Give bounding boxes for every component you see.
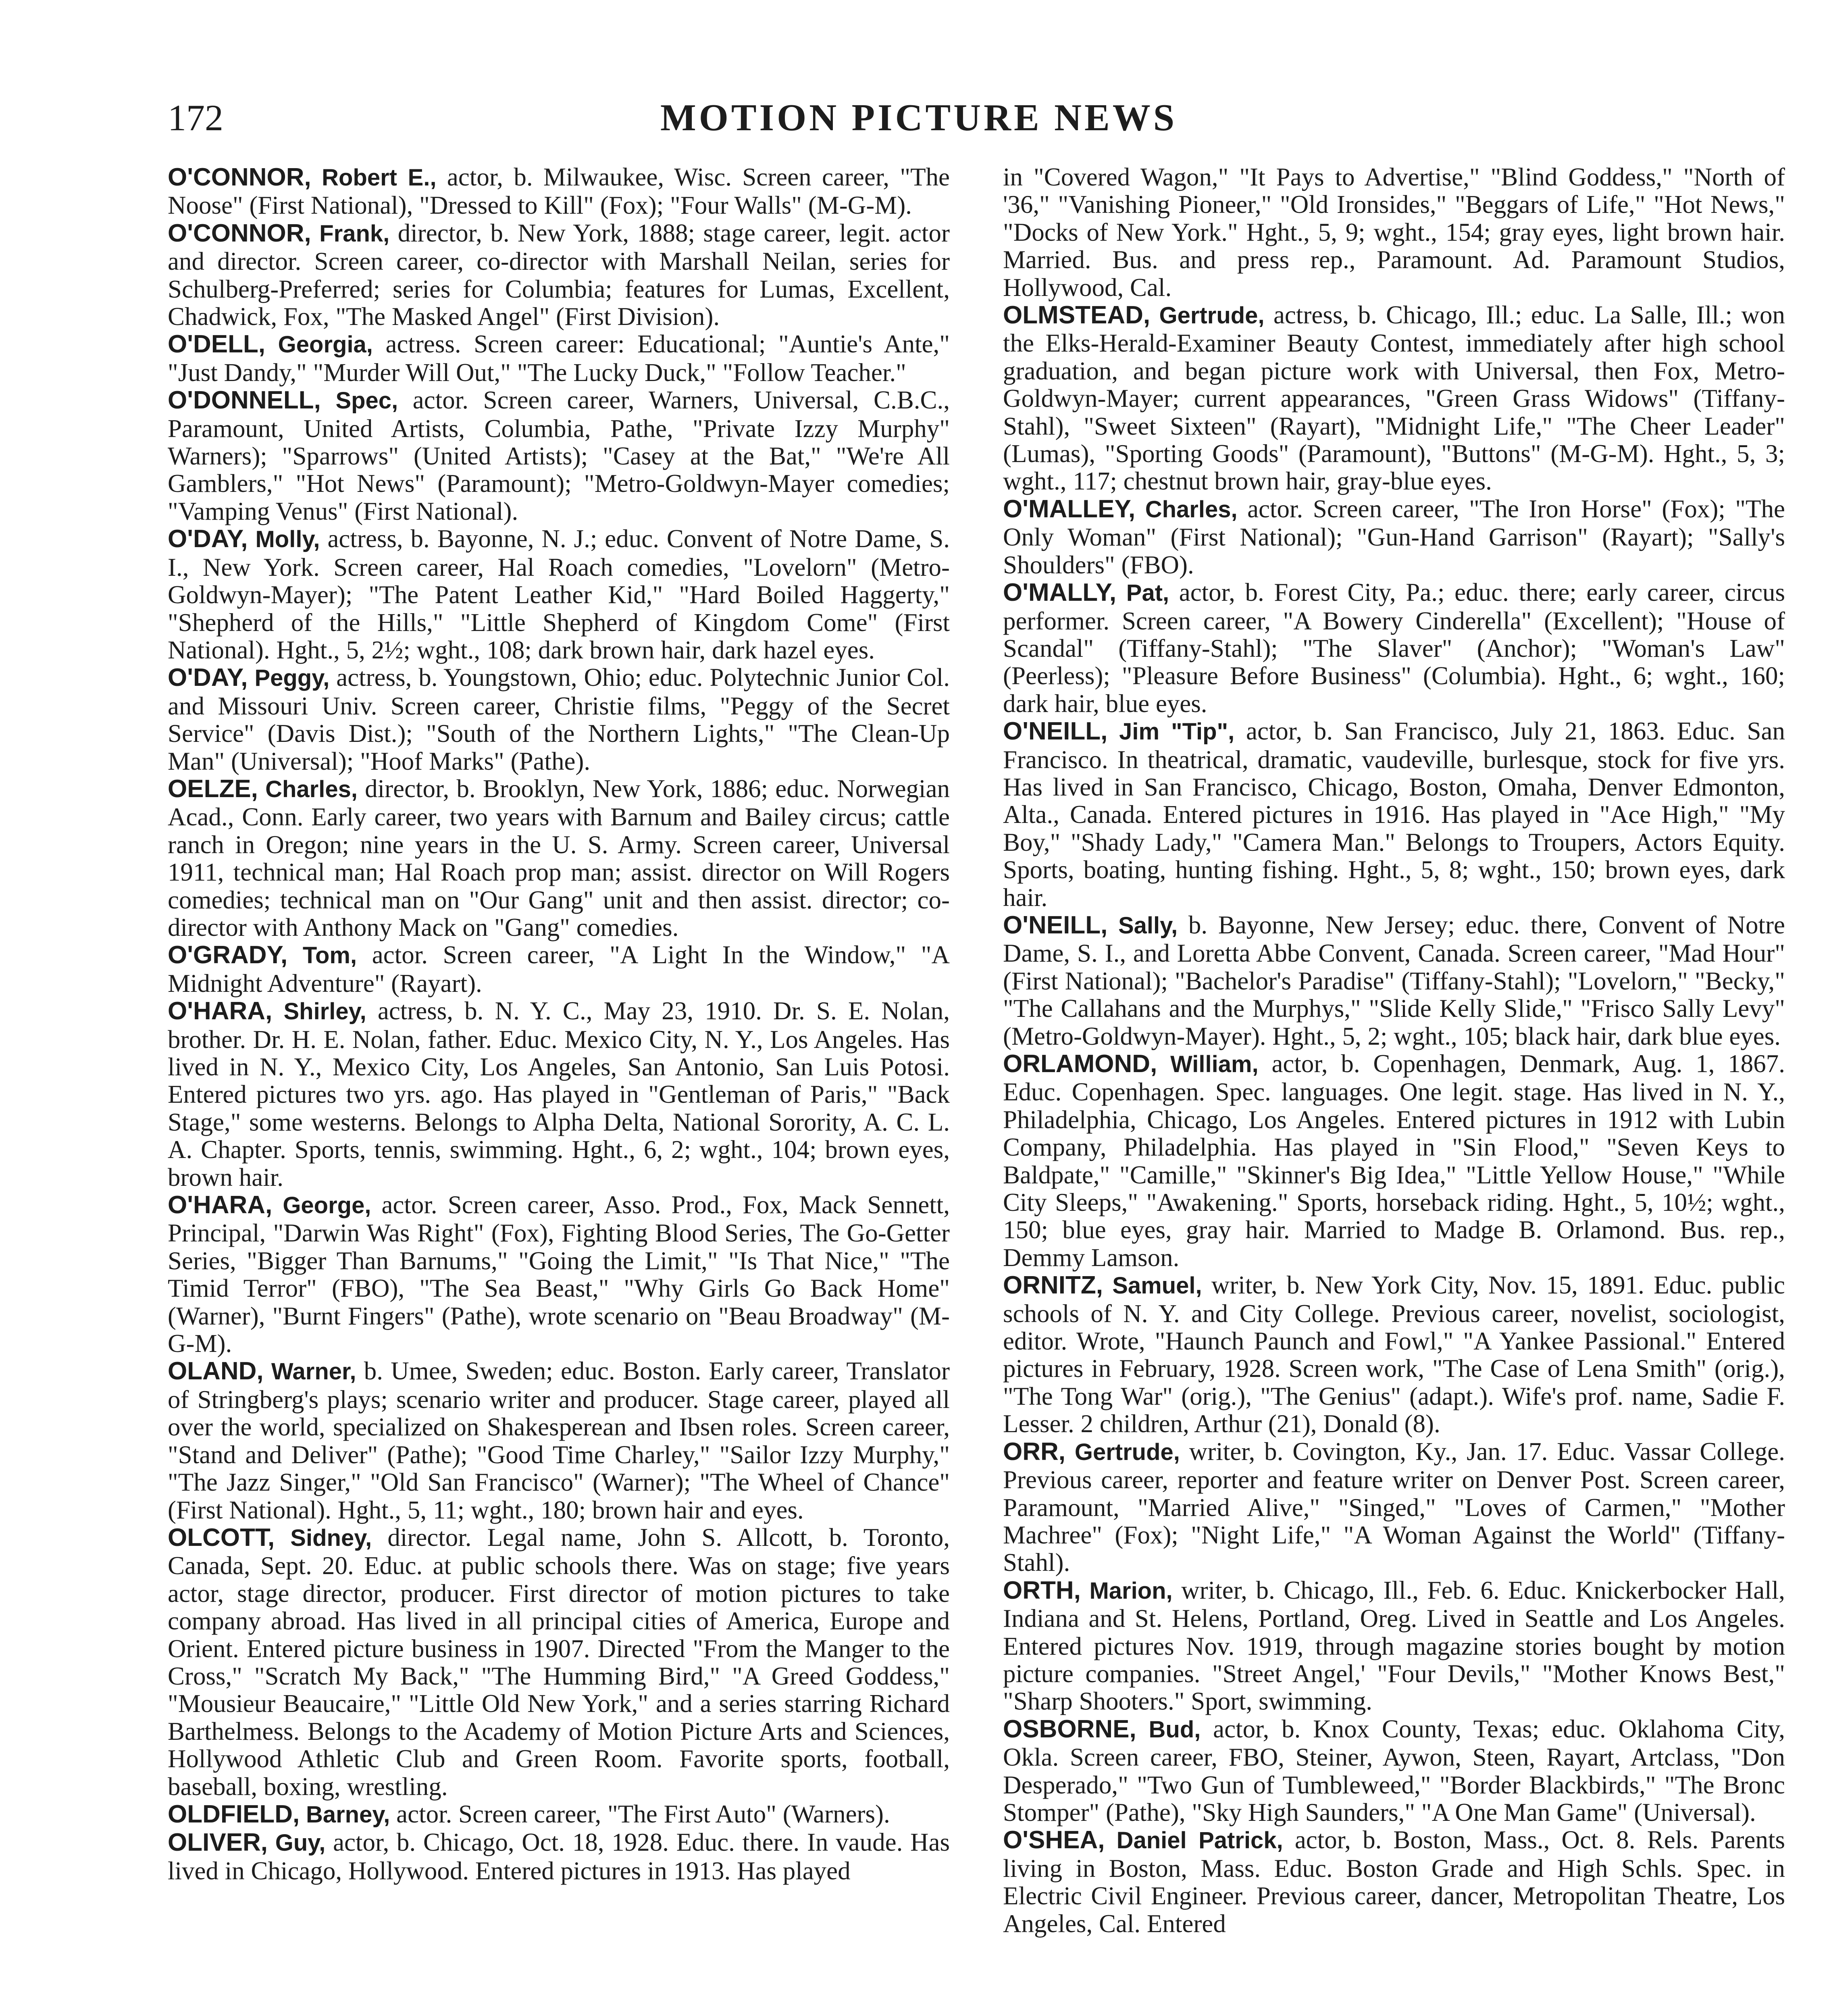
directory-entry — [1003, 1826, 1785, 1937]
entry-given-name: William, — [1170, 1051, 1259, 1077]
entry-text: actor. Screen career, "The First Auto" (Warners). — [396, 1799, 890, 1828]
entry-text: actress, b. Youngstown, Ohio; educ. Polytechnic Junior Col. and Missouri Univ. Screen career, Christie films, "Peggy of the Secret Service" (Davis Dist.); "South of the Northern Lights," "The Clean-Up Man" (Universal); "Hoof Marks" (Pathe). — [168, 663, 950, 775]
entry-surname: ORNITZ, — [1003, 1271, 1103, 1300]
entry-surname: O'CONNOR, — [168, 163, 311, 191]
directory-entry — [1003, 911, 1785, 1050]
entry-text: director. Legal name, John S. Allcott, b. Toronto, Canada, Sept. 20. Educ. at public schools there. Was on stage; five years actor, stage director, producer. First director of motion pictures to take company abroad. Has lived in all principal cities of America, Europe and Orient. Entered picture business in 1907. Directed "From the Manger to the Cross," "Scratch My Back," "The Humming Bird," "A Greed Goddess," "Mousieur Beaucaire," "Little Old New York," and a series starring Richard Barthelmess. Belongs to the Academy of Motion Picture Arts and Sciences, Hollywood Athletic Club and Green Room. Favorite sports, football, baseball, boxing, wrestling. — [168, 1523, 950, 1801]
entry-surname: OLCOTT, — [168, 1523, 275, 1552]
directory-entry — [1003, 717, 1785, 911]
entry-surname: OLMSTEAD, — [1003, 301, 1151, 329]
directory-entry — [168, 664, 950, 775]
directory-entry — [168, 775, 950, 941]
directory-entry — [1003, 1271, 1785, 1437]
right-column — [1003, 163, 1785, 1937]
entry-given-name: Charles, — [1145, 496, 1238, 523]
entry-given-name: Warner, — [271, 1358, 356, 1385]
entry-given-name: Georgia, — [278, 331, 373, 358]
directory-entry — [168, 1800, 950, 1829]
entry-given-name: Molly, — [255, 526, 320, 553]
page-header — [168, 94, 1670, 142]
directory-entry — [168, 330, 950, 386]
entry-text: actress, b. Bayonne, N. J.; educ. Convent of Notre Dame, S. I., New York. Screen career, Hal Roach comedies, "Lovelorn" (Metro-Goldwyn-Mayer); "The Patent Leather Kid," "Hard Boiled Haggerty," "Shepherd of the Hills," "Little Shepherd of Kingdom Come" (First National). Hght., 5, 2½; wght., 108; dark brown hair, dark hazel eyes. — [168, 525, 950, 664]
running-head: MOTION PICTURE NEWS — [660, 97, 1178, 139]
entry-given-name: Marion, — [1089, 1577, 1173, 1604]
entry-text: actor. Screen career, Warners, Universal, C.B.C., Paramount, United Artists, Columbia, Pathe, "Private Izzy Murphy" Warners); "Sparrows" (United Artists); "Casey at the Bat," "We're All Gamblers," "Hot News" (Paramount); "Metro-Goldwyn-Mayer comedies; "Vamping Venus" (First National). — [168, 386, 950, 525]
entry-surname: OLIVER, — [168, 1829, 268, 1857]
entry-given-name: Barney, — [306, 1801, 390, 1828]
entry-text: actor, b. Milwaukee, Wisc. Screen career, "The Noose" (First National), "Dressed to Kill" (Fox); "Four Walls" (M-G-M). — [168, 163, 950, 220]
entry-surname: O'SHEA, — [1003, 1826, 1105, 1854]
entry-surname: ORR, — [1003, 1437, 1065, 1466]
directory-entry — [1003, 1050, 1785, 1271]
directory-entry — [168, 941, 950, 997]
directory-entry — [168, 386, 950, 525]
entry-given-name: Robert E., — [322, 165, 437, 191]
directory-entry — [1003, 495, 1785, 579]
entry-surname: O'GRADY, — [168, 941, 288, 969]
entry-given-name: Tom, — [302, 942, 357, 969]
entry-given-name: Sally, — [1118, 912, 1178, 939]
entry-surname: ORTH, — [1003, 1576, 1081, 1604]
entry-text: actress, b. Chicago, Ill.; educ. La Salle, Ill.; won the Elks-Herald-Examiner Beauty Contest, immediately after high school graduation, and began picture work with Universal, then Fox, Metro-Goldwyn-Mayer; current appearances, "Green Grass Widows" (Tiffany-Stahl), "Sweet Sixteen" (Rayart), "Midnight Life," "The Cheer Leader" (Lumas), "Sporting Goods" (Paramount), "Buttons" (M-G-M). Hght., 5, 3; wght., 117; chestnut brown hair, gray-blue eyes. — [1003, 301, 1785, 496]
page-number: 172 — [168, 97, 223, 138]
entry-text: in "Covered Wagon," "It Pays to Advertise," "Blind Goddess," "North of '36," "Vanishing Pioneer," "Old Ironsides," "Beggars of Life," "Hot News," "Docks of New York." Hght., 5, 9; wght., 154; gray eyes, light brown hair. Married. Bus. and press rep., Paramount. Ad. Paramount Studios, Hollywood, Cal. — [1003, 163, 1785, 302]
entry-text: actor. Screen career, "A Light In the Window," "A Midnight Adventure" (Rayart). — [168, 941, 950, 998]
entry-given-name: Guy, — [275, 1830, 326, 1856]
entry-text: director, b. Brooklyn, New York, 1886; educ. Norwegian Acad., Conn. Early career, two years with Barnum and Bailey circus; cattle ranch in Oregon; nine years in the U. S. Army. Screen career, Universal 1911, technical man; Hal Roach prop man; assist. director on Will Rogers comedies; technical man on "Our Gang" unit and then assist. director; co-director with Anthony Mack on "Gang" comedies. — [168, 774, 950, 941]
entry-text: actor. Screen career, Asso. Prod., Fox, Mack Sennett, Principal, "Darwin Was Right" (Fox), Fighting Blood Series, The Go-Getter Series, "Bigger Than Barnums," "Going the Limit," "Is That Nice," "The Timid Terror" (FBO), "The Sea Beast," "Why Girls Go Back Home" (Warner), "Burnt Fingers" (Pathe), wrote scenario on "Beau Broadway" (M-G-M). — [168, 1191, 950, 1358]
entry-text: actor, b. Copenhagen, Denmark, Aug. 1, 1867. Educ. Copenhagen. Spec. languages. One legit. stage. Has lived in N. Y., Philadelphia, Chicago, Los Angeles. Entered pictures in 1912 with Lubin Company, Philadelphia. Has played in "Sin Flood," "Seven Keys to Baldpate," "Camille," "Skinner's Big Idea," "Little Yellow House," "While City Sleeps," "Awakening." Sports, horseback riding. Hght., 5, 10½; wght., 150; blue eyes, gray hair. Married to Madge B. Orlamond. Bus. rep., Demmy Lamson. — [1003, 1050, 1785, 1272]
entry-given-name: Bud, — [1149, 1716, 1201, 1743]
entry-given-name: Charles, — [265, 776, 358, 802]
directory-entry — [1003, 1577, 1785, 1715]
entry-surname: OELZE, — [168, 775, 258, 803]
entry-text: actor, b. Knox County, Texas; educ. Oklahoma City, Okla. Screen career, FBO, Steiner, Aywon, Steen, Rayart, Artclass, "Don Desperado," "Two Gun of Tumbleweed," "Border Blackbirds," "The Bronc Stomper" (Pathe), "Sky High Saunders," "A One Man Game" (Universal). — [1003, 1714, 1785, 1826]
directory-entry — [1003, 1715, 1785, 1826]
directory-entry — [1003, 1438, 1785, 1577]
entry-text: actress. Screen career: Educational; "Auntie's Ante," "Just Dandy," "Murder Will Out," "The Lucky Duck," "Follow Teacher." — [168, 330, 950, 387]
entry-text: writer, b. Chicago, Ill., Feb. 6. Educ. Knickerbocker Hall, Indiana and St. Helens, Portland, Oreg. Lived in Seattle and Los Angeles. Entered pictures Nov. 1919, through magazine stories bought by motion picture companies. "Street Angel,' "Four Devils," "Mother Knows Best," "Sharp Shooters." Sport, swimming. — [1003, 1576, 1785, 1716]
entry-surname: O'MALLEY, — [1003, 495, 1136, 523]
entry-surname: O'MALLY, — [1003, 579, 1117, 607]
entry-given-name: Sidney, — [290, 1524, 372, 1551]
directory-entry — [1003, 301, 1785, 495]
directory-entry — [1003, 579, 1785, 717]
entry-text: b. Umee, Sweden; educ. Boston. Early career, Translator of Stringberg's plays; scenario writer and producer. Stage career, played all over the world, specialized on Shakesperean and Ibsen roles. Screen career, "Stand and Deliver" (Pathe); "Good Time Charley," "Sailor Izzy Murphy," "The Jazz Singer," "Old San Francisco" (Warner); "The Wheel of Chance" (First National). Hght., 5, 11; wght., 180; brown hair and eyes. — [168, 1357, 950, 1524]
entry-given-name: Frank, — [319, 220, 390, 247]
entry-surname: O'CONNOR, — [168, 219, 311, 247]
entry-surname: OLAND, — [168, 1357, 264, 1385]
directory-entry — [168, 525, 950, 664]
entry-given-name: Daniel Patrick, — [1116, 1827, 1283, 1854]
entry-given-name: Jim "Tip", — [1119, 719, 1235, 745]
entry-surname: OLDFIELD, — [168, 1800, 300, 1828]
entry-given-name: George, — [283, 1192, 371, 1219]
entry-text: actor. Screen career, "The Iron Horse" (Fox); "The Only Woman" (First National); "Gun-Hand Garrison" (Rayart); "Sally's Shoulders" (FBO). — [1003, 494, 1785, 579]
entry-given-name: Shirley, — [283, 998, 366, 1025]
directory-entry — [168, 163, 950, 219]
entry-surname: O'DAY, — [168, 664, 248, 692]
entry-text: actor, b. Forest City, Pa.; educ. there; early career, circus performer. Screen career, "A Bowery Cinderella" (Excellent); "House of Scandal" (Tiffany-Stahl); "The Slaver" (Anchor); "Woman's Law" (Peerless); "Pleasure Before Business" (Columbia). Hght., 6; wght., 160; dark hair, blue eyes. — [1003, 578, 1785, 718]
entry-given-name: Gertrude, — [1159, 302, 1265, 329]
entry-surname: OSBORNE, — [1003, 1715, 1136, 1743]
directory-entry — [168, 1524, 950, 1800]
entry-surname: O'DELL, — [168, 330, 266, 358]
entry-text: writer, b. New York City, Nov. 15, 1891. Educ. public schools of N. Y. and City College. Previous career, novelist, sociologist, editor. Wrote, "Haunch Paunch and Fowl," "A Yankee Passional." Entered pictures in February, 1928. Screen work, "The Case of Lena Smith" (orig.), "The Tong War" (orig.), "The Genius" (adapt.). Wife's prof. name, Sadie F. Lesser. 2 children, Arthur (21), Donald (8). — [1003, 1271, 1785, 1438]
entry-surname: O'HARA, — [168, 1191, 273, 1219]
directory-entry — [1003, 163, 1785, 301]
entry-given-name: Peggy, — [254, 665, 330, 691]
entry-given-name: Spec, — [335, 387, 398, 414]
directory-entry — [168, 1191, 950, 1357]
directory-entry — [168, 997, 950, 1191]
entry-text: director, b. New York, 1888; stage career, legit. actor and director. Screen career, co-director with Marshall Neilan, series for Schulberg-Preferred; series for Columbia; features for Lumas, Excellent, Chadwick, Fox, "The Masked Angel" (First Division). — [168, 219, 950, 331]
entry-surname: O'NEILL, — [1003, 911, 1108, 939]
entry-text: actor, b. Chicago, Oct. 18, 1928. Educ. there. In vaude. Has lived in Chicago, Hollywood. Entered pictures in 1913. Has played — [168, 1828, 950, 1885]
directory-entry — [168, 1829, 950, 1885]
entry-surname: O'DAY, — [168, 525, 248, 553]
entry-surname: O'NEILL, — [1003, 717, 1108, 746]
directory-entry — [168, 1357, 950, 1523]
entry-given-name: Pat, — [1126, 580, 1169, 606]
entry-surname: ORLAMOND, — [1003, 1050, 1157, 1078]
entry-surname: O'DONNELL, — [168, 386, 321, 414]
entry-text: writer, b. Covington, Ky., Jan. 17. Educ. Vassar College. Previous career, reporter and feature writer on Denver Post. Screen career, Paramount, "Married Alive," "Singed," "Loves of Carmen," "Mother Machree" (Fox); "Night Life," "A Woman Against the World" (Tiffany-Stahl). — [1003, 1437, 1785, 1577]
directory-entry — [168, 219, 950, 331]
entry-text: actor, b. Boston, Mass., Oct. 8. Rels. Parents living in Boston, Mass. Educ. Boston Grade and High Schls. Spec. in Electric Civil Engineer. Previous career, dancer, Metropolitan Theatre, Los Angeles, Cal. Entered — [1003, 1826, 1785, 1938]
entry-text: actress, b. N. Y. C., May 23, 1910. Dr. S. E. Nolan, brother. Dr. H. E. Nolan, father. Educ. Mexico City, N. Y., Los Angeles. Has lived in N. Y., Mexico City, Los Angeles, San Antonio, San Luis Potosi. Entered pictures two yrs. ago. Has played in "Gentleman of Paris," "Back Stage," some westerns. Belongs to Alpha Delta, National Sorority, A. C. L. A. Chapter. Sports, tennis, swimming. Hght., 6, 2; wght., 104; brown eyes, brown hair. — [168, 997, 950, 1191]
entry-text: actor, b. San Francisco, July 21, 1863. Educ. San Francisco. In theatrical, dramatic, vaudeville, burlesque, stock for five yrs. Has lived in San Francisco, Chicago, Boston, Omaha, Denver Edmonton, Alta., Canada. Entered pictures in 1916. Has played in "Ace High," "My Boy," "Shady Lady," "Camera Man." Belongs to Troupers, Actors Equity. Sports, boating, hunting fishing. Hght., 5, 8; wght., 150; brown eyes, dark hair. — [1003, 717, 1785, 912]
left-column — [168, 163, 950, 1885]
entry-given-name: Samuel, — [1112, 1272, 1202, 1299]
entry-given-name: Gertrude, — [1074, 1439, 1180, 1465]
entry-surname: O'HARA, — [168, 997, 273, 1025]
entry-text: b. Bayonne, New Jersey; educ. there, Convent of Notre Dame, S. I., and Loretta Abbe Convent, Canada. Screen career, "Mad Hour" (First National); "Bachelor's Paradise" (Tiffany-Stahl); "Lovelorn," "Becky," "The Callahans and the Murphys," "Slide Kelly Slide," "Frisco Sally Levy" (Metro-Goldwyn-Mayer). Hght., 5, 2; wght., 105; black hair, dark blue eyes. — [1003, 910, 1785, 1050]
